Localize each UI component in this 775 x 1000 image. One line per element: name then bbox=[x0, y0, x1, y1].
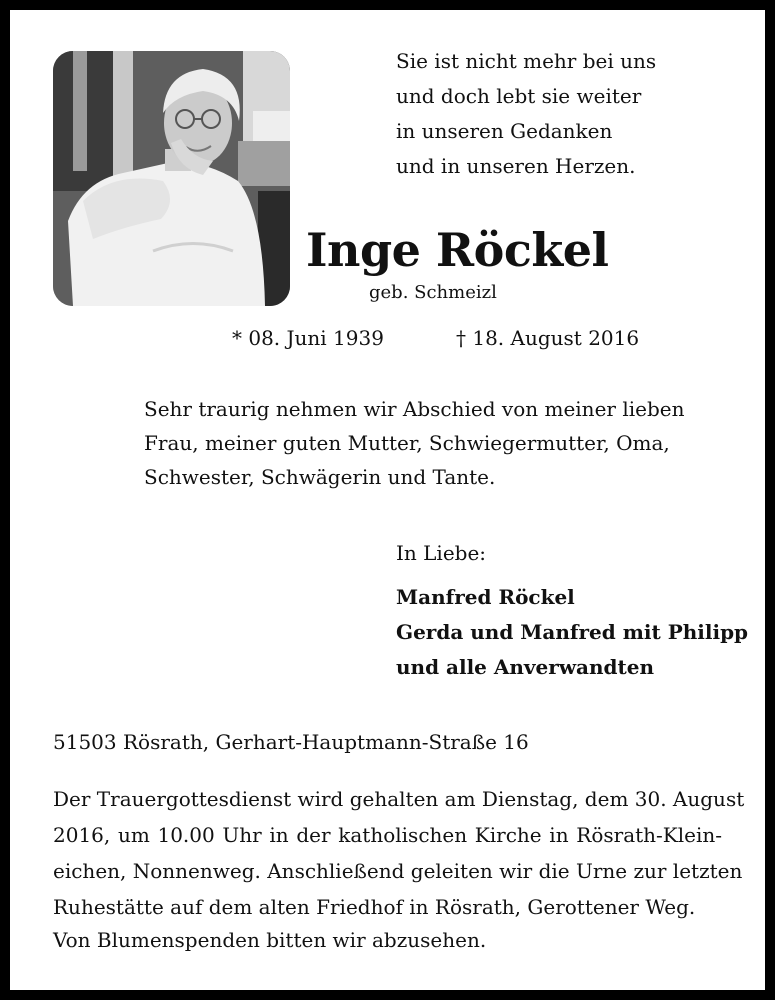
farewell-message bbox=[144, 392, 684, 494]
message-line: Frau, meiner guten Mutter, Schwiegermutter, Oma, bbox=[144, 431, 670, 455]
poem-line: Sie ist nicht mehr bei uns bbox=[396, 49, 657, 73]
death-date: † 18. August 2016 bbox=[456, 326, 640, 350]
portrait-photo bbox=[53, 51, 290, 306]
poem-line: und in unseren Herzen. bbox=[396, 154, 636, 178]
message-line: Sehr traurig nehmen wir Abschied von meiner lieben bbox=[144, 397, 685, 421]
mourner-name: und alle Anverwandten bbox=[396, 655, 655, 679]
message-line: Schwester, Schwägerin und Tante. bbox=[144, 465, 496, 489]
mourners-list bbox=[396, 580, 748, 685]
service-line: 2016, um 10.00 Uhr in der katholischen Kirche in Rösrath-Klein- bbox=[53, 823, 722, 847]
service-line: Der Trauergottesdienst wird gehalten am Dienstag, dem 30. August bbox=[53, 787, 745, 811]
poem-line: in unseren Gedanken bbox=[396, 119, 613, 143]
birth-date: * 08. Juni 1939 bbox=[232, 326, 384, 350]
service-line: Ruhestätte auf dem alten Friedhof in Rösrath, Gerottener Weg. bbox=[53, 895, 696, 919]
service-details bbox=[53, 781, 745, 925]
mourner-name: Gerda und Manfred mit Philipp bbox=[396, 620, 749, 644]
poem-line: und doch lebt sie weiter bbox=[396, 84, 642, 108]
deceased-name: Inge Röckel bbox=[306, 223, 609, 277]
signature-intro: In Liebe: bbox=[396, 541, 487, 565]
maiden-name: geb. Schmeizl bbox=[369, 282, 497, 303]
mourner-name: Manfred Röckel bbox=[396, 585, 575, 609]
service-line: eichen, Nonnenweg. Anschließend geleiten wir die Urne zur letzten bbox=[53, 859, 743, 883]
flowers-note: Von Blumenspenden bitten wir abzusehen. bbox=[53, 928, 487, 952]
memorial-poem bbox=[396, 44, 656, 184]
family-address: 51503 Rösrath, Gerhart-Hauptmann-Straße 16 bbox=[53, 730, 529, 754]
